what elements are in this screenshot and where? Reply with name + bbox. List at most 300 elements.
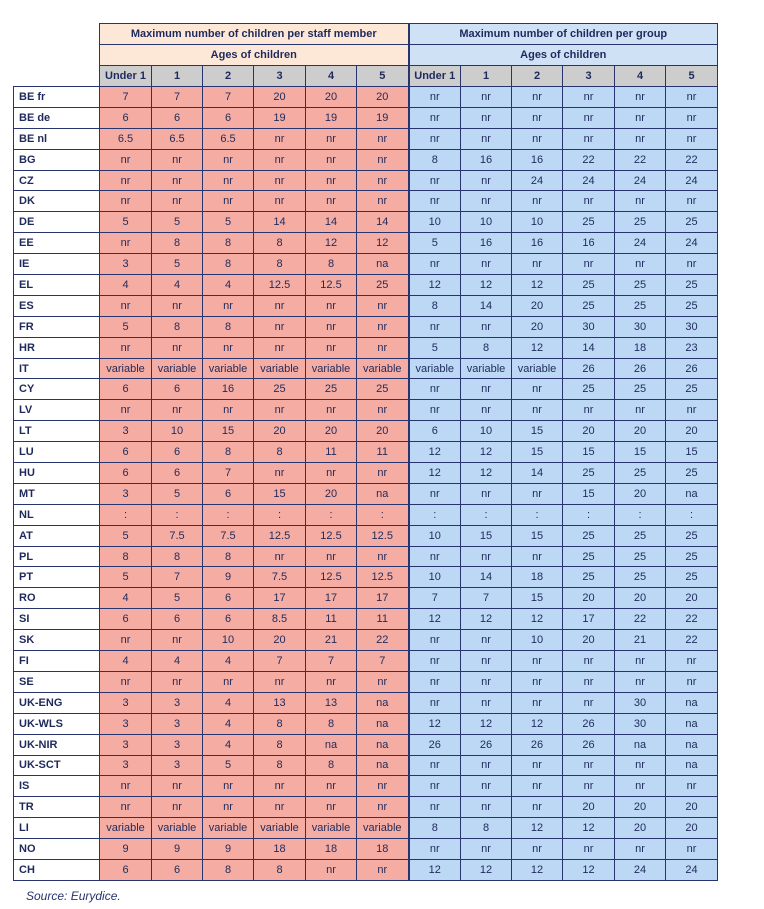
group-size-cell: 26 — [563, 713, 615, 734]
group-size-cell: 12 — [512, 337, 563, 358]
staff-ratio-cell: 12 — [306, 233, 357, 254]
group-size-cell: 14 — [563, 337, 615, 358]
staff-ratio-cell: nr — [306, 859, 357, 880]
staff-ratio-cell: 3 — [152, 713, 203, 734]
staff-ratio-cell: nr — [152, 671, 203, 692]
staff-ratio-cell: 22 — [357, 630, 409, 651]
staff-ratio-cell: 8 — [254, 859, 306, 880]
table-row — [14, 463, 718, 484]
country-label: FI — [14, 651, 100, 672]
group-size-cell: 20 — [563, 588, 615, 609]
group-size-cell: variable — [409, 358, 461, 379]
staff-ratio-cell: 5 — [152, 483, 203, 504]
staff-ratio-cell: 17 — [254, 588, 306, 609]
staff-ratio-cell: 7 — [357, 651, 409, 672]
staff-ratio-cell: variable — [100, 358, 152, 379]
group-size-cell: nr — [512, 797, 563, 818]
staff-ratio-cell: 8 — [306, 755, 357, 776]
staff-ratio-cell: : — [152, 504, 203, 525]
staff-ratio-cell: 25 — [357, 275, 409, 296]
staff-ratio-cell: variable — [357, 818, 409, 839]
table-row — [14, 567, 718, 588]
staff-ratio-cell: nr — [152, 295, 203, 316]
table-row — [14, 776, 718, 797]
staff-ratio-cell: 8 — [203, 254, 254, 275]
staff-ratio-cell: nr — [100, 170, 152, 191]
group-size-cell: na — [615, 734, 666, 755]
corner-cell — [14, 24, 100, 87]
staff-ratio-cell: 3 — [100, 755, 152, 776]
staff-ratio-cell: nr — [306, 149, 357, 170]
country-label: NL — [14, 504, 100, 525]
table-row — [14, 316, 718, 337]
staff-ratio-cell: nr — [357, 546, 409, 567]
staff-ratio-cell: variable — [254, 818, 306, 839]
group-size-cell: nr — [666, 128, 718, 149]
country-label: IT — [14, 358, 100, 379]
staff-ratio-cell: 8 — [254, 442, 306, 463]
table-row — [14, 692, 718, 713]
group-size-cell: : — [512, 504, 563, 525]
staff-ratio-cell: 3 — [100, 421, 152, 442]
country-label: DK — [14, 191, 100, 212]
staff-ratio-cell: 11 — [306, 442, 357, 463]
staff-ratio-cell: 12.5 — [254, 525, 306, 546]
staff-ratio-cell: na — [357, 254, 409, 275]
staff-ratio-cell: nr — [254, 797, 306, 818]
staff-ratio-cell: 20 — [357, 87, 409, 108]
staff-ratio-cell: 4 — [100, 275, 152, 296]
staff-ratio-cell: 7 — [203, 87, 254, 108]
staff-ratio-cell: 3 — [152, 734, 203, 755]
group-size-cell: nr — [666, 254, 718, 275]
staff-ratio-cell: 5 — [203, 212, 254, 233]
staff-ratio-cell: nr — [203, 400, 254, 421]
staff-ratio-cell: nr — [357, 191, 409, 212]
country-label: MT — [14, 483, 100, 504]
staff-ratio-cell: 14 — [306, 212, 357, 233]
country-label: BE de — [14, 107, 100, 128]
staff-age-header: 4 — [306, 66, 357, 87]
table-row — [14, 546, 718, 567]
group-size-cell: 20 — [615, 421, 666, 442]
group-size-cell: 15 — [563, 483, 615, 504]
group-size-cell: 5 — [409, 337, 461, 358]
group-size-cell: nr — [512, 671, 563, 692]
group-size-cell: 24 — [615, 170, 666, 191]
country-label: CY — [14, 379, 100, 400]
group-size-cell: 26 — [563, 358, 615, 379]
group-size-cell: 10 — [461, 212, 512, 233]
group-size-cell: 25 — [563, 295, 615, 316]
staff-ratio-cell: nr — [254, 671, 306, 692]
staff-ratio-cell: 8 — [152, 233, 203, 254]
group-size-cell: nr — [409, 692, 461, 713]
staff-ratio-cell: 7 — [203, 463, 254, 484]
staff-ratio-cell: 6 — [100, 442, 152, 463]
group-size-cell: 20 — [512, 316, 563, 337]
staff-ratio-cell: 5 — [100, 316, 152, 337]
staff-ratio-cell: na — [357, 713, 409, 734]
group-size-cell: nr — [512, 379, 563, 400]
staff-ratio-cell: nr — [306, 546, 357, 567]
group-size-cell: 24 — [615, 233, 666, 254]
table-header — [14, 24, 718, 87]
group-size-cell: 7 — [461, 588, 512, 609]
staff-ratio-cell: 15 — [203, 421, 254, 442]
group-size-cell: 20 — [666, 421, 718, 442]
group-size-cell: 20 — [563, 630, 615, 651]
staff-ratio-cell: 5 — [100, 212, 152, 233]
group-size-cell: 15 — [563, 442, 615, 463]
group-size-cell: 30 — [666, 316, 718, 337]
group-size-cell: 20 — [563, 421, 615, 442]
staff-ratio-cell: nr — [100, 797, 152, 818]
group-size-cell: 25 — [615, 567, 666, 588]
group-size-cell: 21 — [615, 630, 666, 651]
group-size-cell: nr — [409, 87, 461, 108]
group-size-cell: nr — [409, 107, 461, 128]
staff-ratio-cell: nr — [254, 776, 306, 797]
staff-ratio-cell: 7.5 — [152, 525, 203, 546]
staff-ratio-cell: nr — [357, 295, 409, 316]
group-section-title: Maximum number of children per group — [409, 24, 718, 45]
staff-ratio-cell: 10 — [203, 630, 254, 651]
staff-age-header: 2 — [203, 66, 254, 87]
table-row — [14, 191, 718, 212]
group-size-cell: 26 — [563, 734, 615, 755]
group-size-cell: nr — [615, 651, 666, 672]
table-row — [14, 525, 718, 546]
group-size-cell: 8 — [461, 337, 512, 358]
group-size-cell: 12 — [461, 275, 512, 296]
group-size-cell: 14 — [461, 567, 512, 588]
country-label: LU — [14, 442, 100, 463]
staff-ratio-cell: 17 — [357, 588, 409, 609]
staff-ratio-cell: 18 — [357, 839, 409, 860]
staff-ratio-cell: 18 — [306, 839, 357, 860]
group-size-cell: nr — [461, 400, 512, 421]
group-size-cell: nr — [461, 797, 512, 818]
group-size-cell: nr — [512, 692, 563, 713]
staff-age-header: Under 1 — [100, 66, 152, 87]
group-size-cell: nr — [512, 254, 563, 275]
group-size-cell: nr — [461, 254, 512, 275]
staff-ratio-cell: nr — [152, 797, 203, 818]
staff-age-header: 1 — [152, 66, 203, 87]
staff-ratio-cell: nr — [203, 671, 254, 692]
staff-ratio-cell: 12.5 — [306, 567, 357, 588]
staff-ratio-cell: nr — [203, 337, 254, 358]
group-size-cell: nr — [563, 87, 615, 108]
group-size-cell: 25 — [563, 463, 615, 484]
group-size-cell: nr — [512, 651, 563, 672]
table-row — [14, 337, 718, 358]
country-label: CZ — [14, 170, 100, 191]
staff-ratio-cell: 8 — [254, 755, 306, 776]
staff-ratio-cell: 25 — [357, 379, 409, 400]
staff-ratio-cell: 8 — [306, 713, 357, 734]
group-size-cell: 26 — [512, 734, 563, 755]
staff-ratio-cell: 9 — [203, 567, 254, 588]
group-size-cell: nr — [615, 400, 666, 421]
table-row — [14, 107, 718, 128]
group-size-cell: nr — [461, 379, 512, 400]
group-size-cell: 24 — [666, 170, 718, 191]
country-label: SE — [14, 671, 100, 692]
staff-ratio-cell: nr — [100, 630, 152, 651]
group-age-header: 3 — [563, 66, 615, 87]
staff-ratio-cell: nr — [152, 400, 203, 421]
group-size-cell: nr — [512, 839, 563, 860]
table-row — [14, 358, 718, 379]
group-size-cell: : — [615, 504, 666, 525]
staff-ratio-cell: 8 — [254, 233, 306, 254]
staff-ratio-cell: 12.5 — [306, 275, 357, 296]
group-size-cell: nr — [461, 128, 512, 149]
country-label: HR — [14, 337, 100, 358]
staff-ratio-cell: 21 — [306, 630, 357, 651]
staff-ratio-cell: 8.5 — [254, 609, 306, 630]
group-size-cell: nr — [666, 107, 718, 128]
staff-ratio-cell: 13 — [306, 692, 357, 713]
staff-ratio-cell: 8 — [152, 316, 203, 337]
staff-ratio-cell: 4 — [152, 651, 203, 672]
group-size-cell: nr — [666, 651, 718, 672]
staff-ratio-cell: variable — [254, 358, 306, 379]
staff-ratio-cell: 6.5 — [203, 128, 254, 149]
group-size-cell: 20 — [615, 818, 666, 839]
staff-ratio-cell: nr — [203, 149, 254, 170]
group-size-cell: nr — [409, 191, 461, 212]
group-size-cell: 25 — [615, 379, 666, 400]
staff-ratio-cell: 4 — [203, 692, 254, 713]
staff-ratio-cell: variable — [100, 818, 152, 839]
staff-ratio-cell: : — [254, 504, 306, 525]
staff-ratio-cell: variable — [306, 358, 357, 379]
staff-ratio-cell: nr — [254, 149, 306, 170]
staff-ratio-cell: nr — [357, 776, 409, 797]
staff-ratio-cell: nr — [306, 776, 357, 797]
staff-ratio-cell: 5 — [152, 588, 203, 609]
group-size-cell: 10 — [409, 567, 461, 588]
group-size-cell: 12 — [409, 609, 461, 630]
group-size-cell: nr — [666, 671, 718, 692]
group-size-cell: nr — [563, 671, 615, 692]
country-label: PT — [14, 567, 100, 588]
staff-ratio-cell: 4 — [203, 713, 254, 734]
country-label: BE fr — [14, 87, 100, 108]
staff-ratio-cell: 20 — [306, 421, 357, 442]
staff-ratio-cell: nr — [306, 295, 357, 316]
staff-ratio-cell: 5 — [152, 254, 203, 275]
group-size-cell: nr — [563, 651, 615, 672]
table-row — [14, 149, 718, 170]
group-size-cell: 14 — [512, 463, 563, 484]
group-size-cell: 7 — [409, 588, 461, 609]
group-size-cell: 5 — [409, 233, 461, 254]
group-size-cell: 12 — [512, 859, 563, 880]
group-size-cell: 25 — [666, 212, 718, 233]
group-size-cell: nr — [615, 254, 666, 275]
staff-ratio-cell: 6 — [100, 463, 152, 484]
group-size-cell: nr — [666, 191, 718, 212]
group-size-cell: nr — [409, 839, 461, 860]
staff-ratio-cell: na — [357, 755, 409, 776]
group-age-header: 4 — [615, 66, 666, 87]
group-size-cell: 25 — [666, 463, 718, 484]
country-label: HU — [14, 463, 100, 484]
staff-ratio-cell: 25 — [306, 379, 357, 400]
group-size-cell: nr — [461, 755, 512, 776]
country-label: IE — [14, 254, 100, 275]
group-size-cell: 12 — [409, 442, 461, 463]
staff-ratio-cell: 4 — [203, 734, 254, 755]
staff-ratio-cell: 5 — [100, 525, 152, 546]
group-size-cell: 15 — [512, 421, 563, 442]
group-size-cell: 10 — [512, 212, 563, 233]
group-size-cell: nr — [615, 128, 666, 149]
staff-ratio-cell: nr — [152, 776, 203, 797]
country-label: UK-WLS — [14, 713, 100, 734]
staff-ratio-cell: 20 — [254, 630, 306, 651]
group-size-cell: nr — [666, 87, 718, 108]
group-size-cell: 30 — [615, 713, 666, 734]
group-size-cell: 25 — [666, 525, 718, 546]
staff-ratio-cell: nr — [100, 191, 152, 212]
table-row — [14, 504, 718, 525]
group-size-cell: 25 — [666, 567, 718, 588]
staff-ratio-cell: 3 — [152, 692, 203, 713]
group-size-cell: nr — [461, 191, 512, 212]
group-size-cell: nr — [461, 483, 512, 504]
group-size-cell: 12 — [512, 609, 563, 630]
group-size-cell: 18 — [512, 567, 563, 588]
group-size-cell: nr — [563, 107, 615, 128]
country-label: IS — [14, 776, 100, 797]
group-size-cell: nr — [409, 671, 461, 692]
staff-ratio-cell: nr — [306, 337, 357, 358]
group-size-cell: nr — [409, 651, 461, 672]
staff-ratio-cell: 6 — [152, 442, 203, 463]
staff-ratio-cell: variable — [152, 818, 203, 839]
country-label: NO — [14, 839, 100, 860]
group-size-cell: nr — [615, 776, 666, 797]
country-label: FR — [14, 316, 100, 337]
group-size-cell: 30 — [563, 316, 615, 337]
staff-ratio-cell: 13 — [254, 692, 306, 713]
staff-ratio-cell: 6 — [100, 379, 152, 400]
group-size-cell: 24 — [512, 170, 563, 191]
group-size-cell: nr — [512, 483, 563, 504]
group-size-cell: : — [666, 504, 718, 525]
group-size-cell: 25 — [563, 212, 615, 233]
group-size-cell: 25 — [563, 525, 615, 546]
staff-ratio-cell: nr — [306, 797, 357, 818]
group-size-cell: 12 — [512, 818, 563, 839]
group-size-cell: 24 — [666, 859, 718, 880]
group-size-cell: 12 — [563, 818, 615, 839]
staff-ratio-cell: nr — [357, 149, 409, 170]
group-size-cell: 20 — [563, 797, 615, 818]
staff-ratio-cell: nr — [203, 170, 254, 191]
staff-ratio-cell: 6 — [203, 609, 254, 630]
staff-ratio-cell: 8 — [306, 254, 357, 275]
staff-ratio-cell: nr — [203, 191, 254, 212]
staff-ratio-cell: 8 — [152, 546, 203, 567]
country-label: DE — [14, 212, 100, 233]
group-size-cell: nr — [563, 692, 615, 713]
staff-ratio-cell: 20 — [306, 483, 357, 504]
staff-ratio-cell: 12.5 — [357, 567, 409, 588]
table-row — [14, 630, 718, 651]
staff-ratio-cell: 25 — [254, 379, 306, 400]
group-size-cell: : — [461, 504, 512, 525]
country-label: LV — [14, 400, 100, 421]
group-size-cell: 6 — [409, 421, 461, 442]
group-size-cell: 20 — [615, 483, 666, 504]
staff-ratio-cell: nr — [357, 400, 409, 421]
country-label: LI — [14, 818, 100, 839]
table-row — [14, 651, 718, 672]
group-size-cell: nr — [563, 400, 615, 421]
group-size-cell: nr — [409, 630, 461, 651]
group-size-cell: nr — [615, 87, 666, 108]
staff-ratio-cell: variable — [203, 818, 254, 839]
group-size-cell: nr — [615, 671, 666, 692]
group-size-cell: : — [563, 504, 615, 525]
group-size-cell: nr — [615, 839, 666, 860]
group-size-cell: 15 — [461, 525, 512, 546]
table-row — [14, 713, 718, 734]
group-size-cell: variable — [461, 358, 512, 379]
table-row — [14, 254, 718, 275]
table-row — [14, 797, 718, 818]
staff-ratio-cell: 11 — [306, 609, 357, 630]
staff-ratio-cell: 6 — [152, 463, 203, 484]
group-size-cell: 20 — [615, 797, 666, 818]
country-label: CH — [14, 859, 100, 880]
group-size-cell: 15 — [615, 442, 666, 463]
group-size-cell: 12 — [461, 609, 512, 630]
staff-ratio-cell: 17 — [306, 588, 357, 609]
table-row — [14, 212, 718, 233]
staff-ratio-cell: 6 — [100, 859, 152, 880]
group-size-cell: na — [666, 692, 718, 713]
country-label: BE nl — [14, 128, 100, 149]
staff-ratio-cell: 8 — [203, 316, 254, 337]
group-size-cell: 15 — [512, 588, 563, 609]
staff-ratio-cell: 4 — [203, 651, 254, 672]
staff-ratio-cell: nr — [152, 191, 203, 212]
table-row — [14, 128, 718, 149]
group-size-cell: nr — [615, 191, 666, 212]
group-size-cell: 12 — [461, 463, 512, 484]
group-age-header: 1 — [461, 66, 512, 87]
group-size-cell: 10 — [512, 630, 563, 651]
group-size-cell: 12 — [461, 713, 512, 734]
group-size-cell: 20 — [666, 588, 718, 609]
group-size-cell: nr — [666, 776, 718, 797]
group-size-cell: 16 — [512, 149, 563, 170]
staff-ratio-cell: 8 — [254, 254, 306, 275]
country-label: SK — [14, 630, 100, 651]
country-label: LT — [14, 421, 100, 442]
table-row — [14, 421, 718, 442]
group-size-cell: nr — [409, 379, 461, 400]
staff-ratio-cell: nr — [357, 316, 409, 337]
group-size-cell: 25 — [615, 546, 666, 567]
